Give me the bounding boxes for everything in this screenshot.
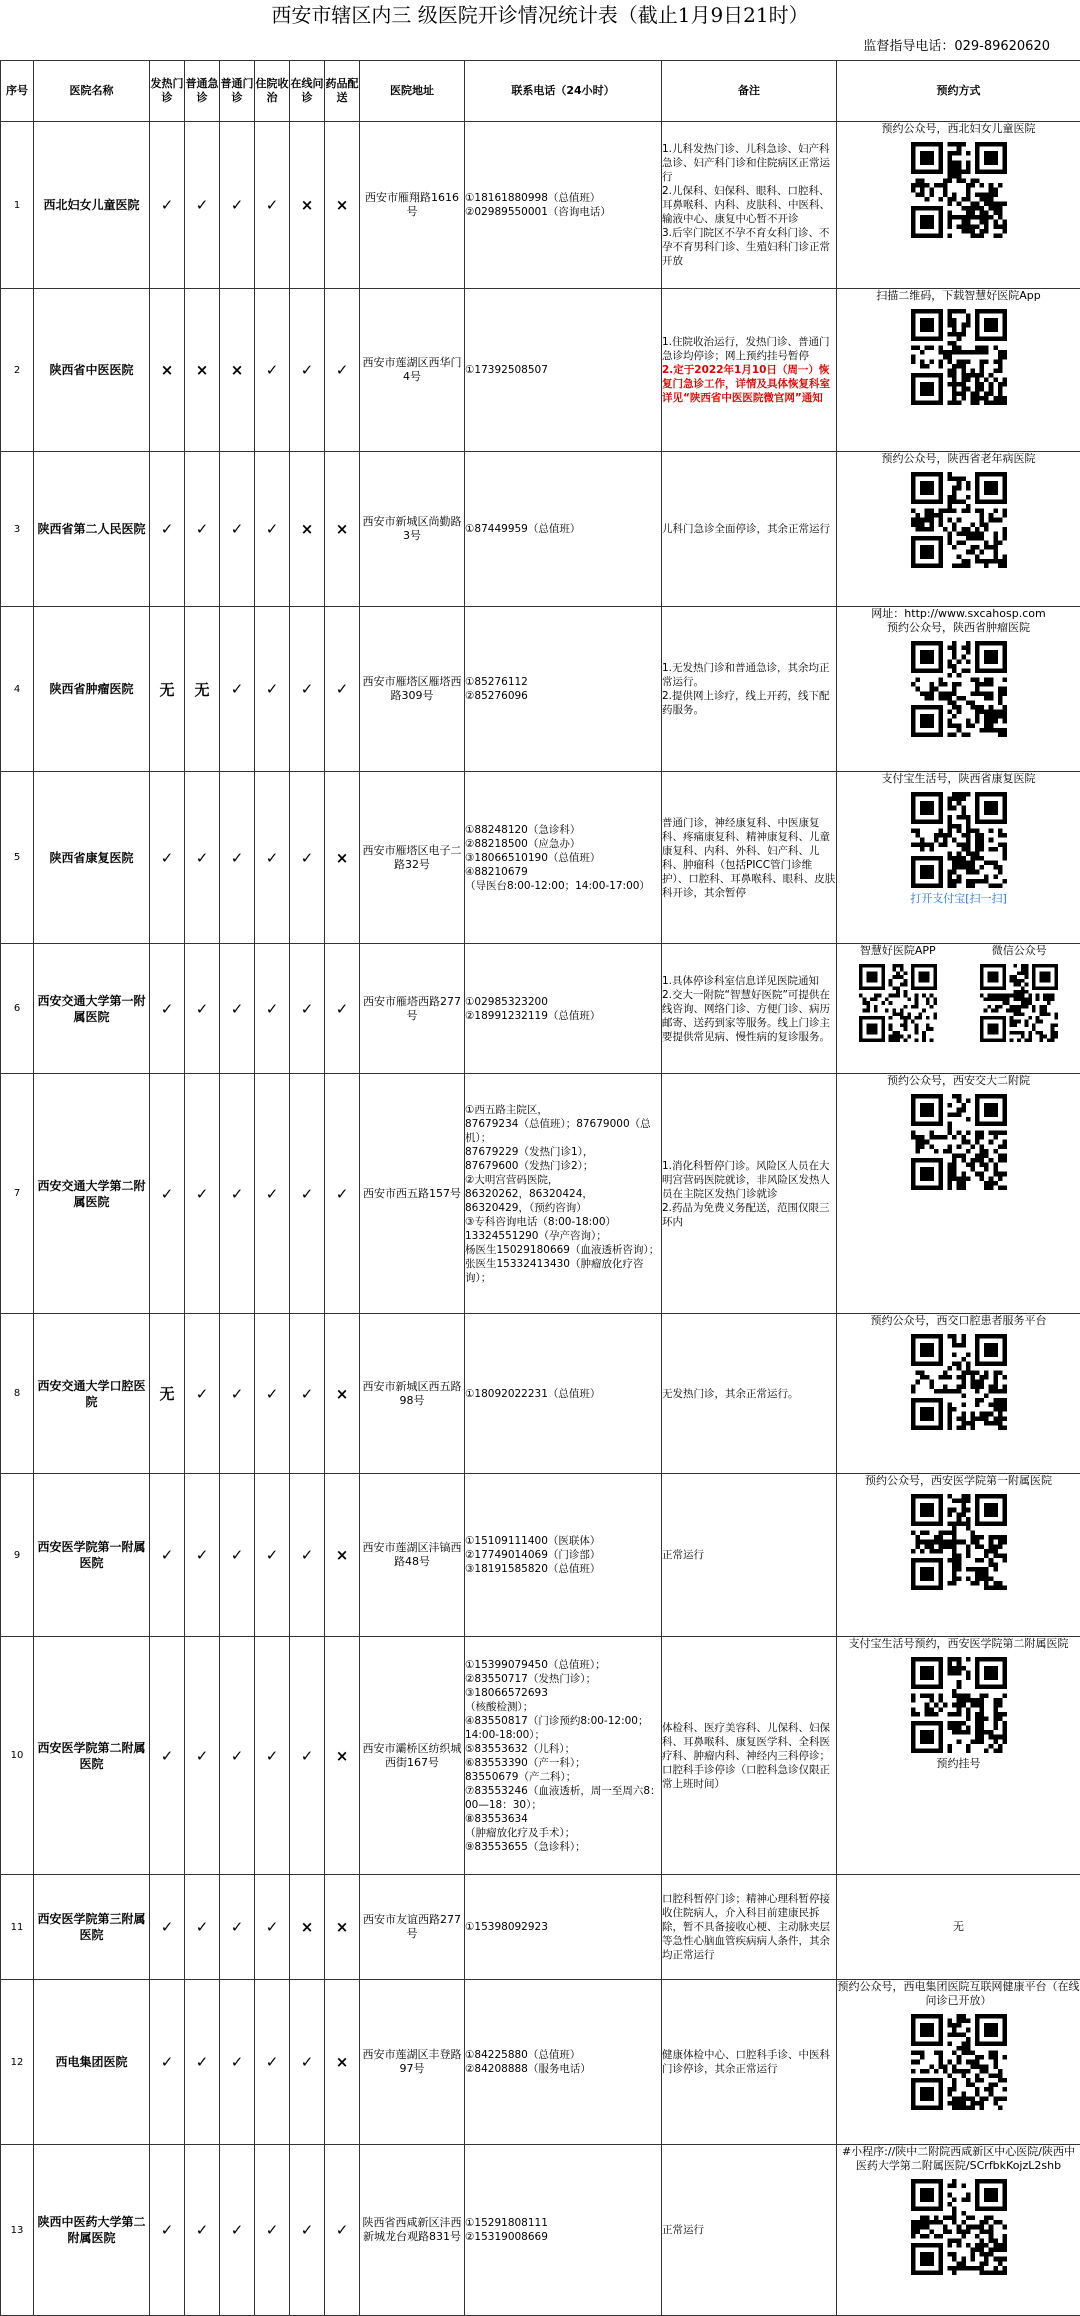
hospital-name: 西安交通大学口腔医院 bbox=[34, 1314, 150, 1474]
status-flag: ✓ bbox=[150, 772, 185, 944]
appointment-cell bbox=[837, 289, 1080, 452]
hospital-name: 西安交通大学第一附属医院 bbox=[34, 944, 150, 1074]
phone-line: ①85276112 bbox=[465, 675, 661, 689]
note-cell bbox=[662, 772, 837, 944]
phone-line: 86320429，（预约咨询） bbox=[465, 1201, 661, 1215]
status-flag: ✓ bbox=[150, 1637, 185, 1875]
qr-code-icon[interactable] bbox=[911, 1494, 1007, 1590]
note-line: 1.儿科发热门诊、儿科急诊、妇产科急诊、妇产科门诊和住院病区正常运行 bbox=[662, 142, 836, 184]
status-flag: ✓ bbox=[325, 2145, 360, 2316]
hospital-address: 西安市雁塔区电子二路32号 bbox=[360, 772, 465, 944]
hospital-name: 陕西中医药大学第二附属医院 bbox=[34, 2145, 150, 2316]
status-flag: ✓ bbox=[255, 452, 290, 607]
appointment-label: 支付宝生活号预约，西安医学院第二附属医院 bbox=[837, 1637, 1080, 1651]
qr-code-icon[interactable] bbox=[911, 792, 1007, 888]
status-flag: ✓ bbox=[150, 1980, 185, 2145]
qr-code-icon[interactable] bbox=[911, 1334, 1007, 1430]
phone-line: 张医生15332413430（肿瘤放化疗咨询）； bbox=[465, 1257, 661, 1285]
note-cell bbox=[662, 1314, 837, 1474]
note-line: 2.儿保科、妇保科、眼科、口腔科、耳鼻喉科、内科、皮肤科、中医科、输液中心、康复中心暂不开诊 bbox=[662, 184, 836, 226]
appointment-label: 网址：http://www.sxcahosp.com bbox=[837, 607, 1080, 621]
phone-line: ①15109111400（医联体） bbox=[465, 1534, 661, 1548]
appointment-cell bbox=[837, 607, 1080, 772]
phone-cell bbox=[465, 1875, 662, 1980]
appointment-cell bbox=[837, 1875, 1080, 1980]
phone-line: ①18092022231（总值班） bbox=[465, 1387, 661, 1401]
qr-code-icon[interactable] bbox=[911, 2179, 1007, 2275]
status-flag: ✓ bbox=[220, 944, 255, 1074]
note-cell bbox=[662, 2145, 837, 2316]
note-line: 体检科、医疗美容科、儿保科、妇保科、耳鼻喉科、康复医学科、全科医疗科、肿瘤内科、神经内三科停诊；口腔科手诊停诊（口腔科急诊仅限正常上班时间） bbox=[662, 1721, 836, 1791]
status-flag: × bbox=[325, 452, 360, 607]
row-number: 11 bbox=[1, 1875, 34, 1980]
appointment-label: 无 bbox=[837, 1920, 1080, 1934]
status-flag: ✓ bbox=[255, 1637, 290, 1875]
hospital-address: 西安市雁塔区雁塔西路309号 bbox=[360, 607, 465, 772]
status-flag: ✓ bbox=[290, 1074, 325, 1314]
status-flag: ✓ bbox=[220, 1074, 255, 1314]
header-num: 序号 bbox=[1, 61, 34, 122]
status-flag: × bbox=[290, 122, 325, 289]
table-row bbox=[1, 1875, 1080, 1980]
table-row bbox=[1, 607, 1080, 772]
status-flag: 无 bbox=[150, 1314, 185, 1474]
status-flag: 无 bbox=[150, 607, 185, 772]
hospital-address: 西安市西五路157号 bbox=[360, 1074, 465, 1314]
status-flag: ✓ bbox=[255, 1980, 290, 2145]
status-flag: × bbox=[325, 1875, 360, 1980]
phone-line: （核酸检测）； bbox=[465, 1700, 661, 1714]
status-flag: ✓ bbox=[185, 1314, 220, 1474]
status-flag: × bbox=[325, 772, 360, 944]
appointment-label: 智慧好医院APP bbox=[859, 944, 937, 958]
hospital-name: 西安医学院第一附属医院 bbox=[34, 1474, 150, 1637]
status-flag: ✓ bbox=[255, 1314, 290, 1474]
status-flag: ✓ bbox=[185, 1474, 220, 1637]
table-row bbox=[1, 289, 1080, 452]
status-flag: ✓ bbox=[255, 1074, 290, 1314]
row-number: 3 bbox=[1, 452, 34, 607]
status-flag: ✓ bbox=[290, 289, 325, 452]
status-flag: × bbox=[185, 289, 220, 452]
status-flag: ✓ bbox=[185, 122, 220, 289]
hospital-address: 西安市友谊西路277号 bbox=[360, 1875, 465, 1980]
note-line: 口腔科暂停门诊；精神心理科暂停接收住院病人，介入科目前建康民拆除，暂不具备接收心梗、主动脉夹层等急性心脑血管疾病病人条件，其余均正常运行 bbox=[662, 1892, 836, 1962]
appointment-label: 预约公众号，西交口腔患者服务平台 bbox=[837, 1314, 1080, 1328]
hospital-address: 西安市新城区尚勤路3号 bbox=[360, 452, 465, 607]
phone-line: ⑥83553390（产一科）； bbox=[465, 1756, 661, 1770]
status-flag: ✓ bbox=[220, 452, 255, 607]
note-line: 3.后宰门院区不孕不育女科门诊、不孕不育男科门诊、生殖妇科门诊正常开放 bbox=[662, 226, 836, 268]
note-line: 2.药品为免费义务配送，范围仅限三环内 bbox=[662, 1201, 836, 1229]
appointment-cell bbox=[837, 1314, 1080, 1474]
row-number: 10 bbox=[1, 1637, 34, 1875]
phone-line: ②84208888（服务电话） bbox=[465, 2062, 661, 2076]
status-flag: ✓ bbox=[220, 1980, 255, 2145]
phone-line: ②02989550001（咨询电话） bbox=[465, 205, 661, 219]
phone-line: ①02985323200 bbox=[465, 995, 661, 1009]
phone-cell bbox=[465, 772, 662, 944]
appointment-label: 预约公众号，西北妇女儿童医院 bbox=[837, 122, 1080, 136]
note-line: 正常运行 bbox=[662, 1548, 836, 1562]
header-name: 医院名称 bbox=[34, 61, 150, 122]
header-delivery: 药品配送 bbox=[325, 61, 360, 122]
note-line: 正常运行 bbox=[662, 2223, 836, 2237]
note-line: 普通门诊，神经康复科、中医康复科、疼痛康复科、精神康复科、儿童康复科、内科、外科、妇产科、儿科、肿瘤科（包括PICC管门诊维护）、口腔科、耳鼻喉科、眼科、皮肤科开诊，其余暂停 bbox=[662, 816, 836, 900]
phone-line: ②大明宫营码医院， bbox=[465, 1173, 661, 1187]
phone-line: ⑧83553634 bbox=[465, 1812, 661, 1826]
status-flag: ✓ bbox=[185, 1980, 220, 2145]
qr-code-icon[interactable] bbox=[911, 309, 1007, 405]
hotline: 监督指导电话：029-89620620 bbox=[0, 38, 1080, 56]
status-flag: ✓ bbox=[185, 1875, 220, 1980]
row-number: 7 bbox=[1, 1074, 34, 1314]
note-line: 无发热门诊，其余正常运行。 bbox=[662, 1387, 836, 1401]
status-flag: ✓ bbox=[185, 944, 220, 1074]
phone-line: ①18161880998（总值班） bbox=[465, 191, 661, 205]
row-number: 2 bbox=[1, 289, 34, 452]
phone-line: ③18066572693 bbox=[465, 1686, 661, 1700]
appointment-cell bbox=[837, 452, 1080, 607]
appointment-label: 预约公众号，陕西省肿瘤医院 bbox=[837, 621, 1080, 635]
header-online: 在线问诊 bbox=[290, 61, 325, 122]
note-cell bbox=[662, 944, 837, 1074]
status-flag: ✓ bbox=[150, 122, 185, 289]
note-line: 1.无发热门诊和普通急诊，其余均正常运行。 bbox=[662, 661, 836, 689]
row-number: 5 bbox=[1, 772, 34, 944]
phone-line: 87679229（发热门诊1）， bbox=[465, 1145, 661, 1159]
note-cell bbox=[662, 1980, 837, 2145]
hospital-name: 西安医学院第三附属医院 bbox=[34, 1875, 150, 1980]
phone-line: ③18191585820（总值班） bbox=[465, 1562, 661, 1576]
status-flag: ✓ bbox=[255, 944, 290, 1074]
note-cell bbox=[662, 122, 837, 289]
phone-cell bbox=[465, 1314, 662, 1474]
table-row bbox=[1, 2145, 1080, 2316]
page-title: 西安市辖区内三 级医院开诊情况统计表（截止1月9日21时） bbox=[0, 0, 1080, 38]
status-flag: × bbox=[150, 289, 185, 452]
phone-cell bbox=[465, 122, 662, 289]
phone-cell bbox=[465, 1980, 662, 2145]
hospital-address: 西安市莲湖区丰登路97号 bbox=[360, 1980, 465, 2145]
note-line: 1.具体停诊科室信息详见医院通知 bbox=[662, 974, 836, 988]
table-row bbox=[1, 122, 1080, 289]
appointment-label: 预约公众号，陕西省老年病医院 bbox=[837, 452, 1080, 466]
status-flag: ✓ bbox=[220, 1314, 255, 1474]
status-flag: ✓ bbox=[325, 289, 360, 452]
status-flag: ✓ bbox=[325, 607, 360, 772]
phone-line: ②15319008669 bbox=[465, 2230, 661, 2244]
phone-line: （肿瘤放化疗及手术）； bbox=[465, 1826, 661, 1840]
note-line: 1.消化科暂停门诊。风险区人员在大明宫营码医院就诊，非风险区发热人员在主院区发热门诊就诊 bbox=[662, 1159, 836, 1201]
status-flag: ✓ bbox=[290, 1637, 325, 1875]
status-flag: ✓ bbox=[255, 2145, 290, 2316]
phone-line: 87679234（总值班）；87679000（总机）； bbox=[465, 1117, 661, 1145]
status-flag: × bbox=[290, 452, 325, 607]
status-flag: ✓ bbox=[290, 2145, 325, 2316]
note-cell bbox=[662, 607, 837, 772]
qr-code-icon[interactable] bbox=[911, 1094, 1007, 1190]
phone-line: ①88248120（急诊科） bbox=[465, 823, 661, 837]
phone-line: ①17392508507 bbox=[465, 363, 661, 377]
table-row bbox=[1, 1637, 1080, 1875]
phone-line: ②83550717（发热门诊）； bbox=[465, 1672, 661, 1686]
phone-line: ②85276096 bbox=[465, 689, 661, 703]
hospital-address: 陕西省西咸新区沣西新城龙台观路831号 bbox=[360, 2145, 465, 2316]
note-cell bbox=[662, 1474, 837, 1637]
header-outpatient: 普通门诊 bbox=[220, 61, 255, 122]
hospital-name: 陕西省第二人民医院 bbox=[34, 452, 150, 607]
phone-cell bbox=[465, 607, 662, 772]
status-flag: ✓ bbox=[185, 2145, 220, 2316]
phone-line: ①84225880（总值班） bbox=[465, 2048, 661, 2062]
status-flag: ✓ bbox=[325, 1074, 360, 1314]
phone-line: ②17749014069（门诊部） bbox=[465, 1548, 661, 1562]
header-emergency: 普通急诊 bbox=[185, 61, 220, 122]
table-row bbox=[1, 944, 1080, 1074]
phone-line: ①15399079450（总值班）； bbox=[465, 1658, 661, 1672]
phone-line: ④83550817（门诊预约8:00-12:00；14:00-18:00）； bbox=[465, 1714, 661, 1742]
row-number: 8 bbox=[1, 1314, 34, 1474]
appointment-cell bbox=[837, 1637, 1080, 1875]
appointment-cell bbox=[837, 944, 1080, 1074]
hospital-table bbox=[0, 60, 1080, 2316]
phone-line: （导医台8:00-12:00；14:00-17:00） bbox=[465, 879, 661, 893]
appointment-cell bbox=[837, 122, 1080, 289]
phone-cell bbox=[465, 2145, 662, 2316]
header-fever: 发热门诊 bbox=[150, 61, 185, 122]
hospital-address: 西安市雁塔西路277号 bbox=[360, 944, 465, 1074]
row-number: 12 bbox=[1, 1980, 34, 2145]
hospital-name: 西安医学院第二附属医院 bbox=[34, 1637, 150, 1875]
qr-code-icon[interactable] bbox=[911, 142, 1007, 238]
appointment-sub: 预约挂号 bbox=[837, 1757, 1080, 1771]
note-line: 健康体检中心、口腔科手诊、中医科门诊停诊，其余正常运行 bbox=[662, 2048, 836, 2076]
hospital-name: 西安交通大学第二附属医院 bbox=[34, 1074, 150, 1314]
appointment-label: #小程序://陕中二附院西咸新区中心医院/陕西中医药大学第二附属医院/SCrfbkKojzL2shb bbox=[837, 2145, 1080, 2173]
table-row bbox=[1, 1474, 1080, 1637]
header-note: 备注 bbox=[662, 61, 837, 122]
qr-code-icon[interactable] bbox=[980, 964, 1058, 1042]
status-flag: × bbox=[220, 289, 255, 452]
status-flag: ✓ bbox=[325, 944, 360, 1074]
phone-line: ①87449959（总值班） bbox=[465, 522, 661, 536]
table-row bbox=[1, 1074, 1080, 1314]
phone-line: ②18991232119（总值班） bbox=[465, 1009, 661, 1023]
appointment-label: 扫描二维码，下载智慧好医院App bbox=[837, 289, 1080, 303]
status-flag: ✓ bbox=[255, 122, 290, 289]
status-flag: ✓ bbox=[255, 1474, 290, 1637]
appointment-label: 预约公众号，西安医学院第一附属医院 bbox=[837, 1474, 1080, 1488]
note-cell bbox=[662, 1875, 837, 1980]
note-line: 1.住院收治运行，发热门诊、普通门急诊均停诊；网上预约挂号暂停 bbox=[662, 335, 836, 363]
status-flag: ✓ bbox=[255, 772, 290, 944]
phone-cell bbox=[465, 1074, 662, 1314]
appointment-cell bbox=[837, 1074, 1080, 1314]
status-flag: ✓ bbox=[220, 2145, 255, 2316]
phone-line: ①15291808111 bbox=[465, 2216, 661, 2230]
status-flag: × bbox=[325, 1474, 360, 1637]
phone-line: ①西五路主院区， bbox=[465, 1103, 661, 1117]
status-flag: ✓ bbox=[290, 944, 325, 1074]
header-appt: 预约方式 bbox=[837, 61, 1080, 122]
header-row bbox=[1, 61, 1080, 122]
hospital-name: 陕西省中医医院 bbox=[34, 289, 150, 452]
phone-line: ①15398092923 bbox=[465, 1920, 661, 1934]
status-flag: × bbox=[290, 1875, 325, 1980]
note-cell bbox=[662, 1074, 837, 1314]
status-flag: ✓ bbox=[185, 1074, 220, 1314]
status-flag: ✓ bbox=[290, 1474, 325, 1637]
status-flag: ✓ bbox=[220, 1637, 255, 1875]
hospital-address: 西安市灞桥区纺织城西街167号 bbox=[360, 1637, 465, 1875]
row-number: 6 bbox=[1, 944, 34, 1074]
qr-code-icon[interactable] bbox=[911, 2014, 1007, 2110]
status-flag: ✓ bbox=[220, 1875, 255, 1980]
phone-line: 83550679（产二科）； bbox=[465, 1770, 661, 1784]
qr-code-icon[interactable] bbox=[859, 964, 937, 1042]
note-cell bbox=[662, 289, 837, 452]
status-flag: × bbox=[325, 122, 360, 289]
status-flag: ✓ bbox=[150, 452, 185, 607]
row-number: 4 bbox=[1, 607, 34, 772]
hospital-address: 西安市新城区西五路98号 bbox=[360, 1314, 465, 1474]
appointment-cell bbox=[837, 1980, 1080, 2145]
phone-line: ⑤83553632（儿科）； bbox=[465, 1742, 661, 1756]
hospital-address: 西安市莲湖区西华门4号 bbox=[360, 289, 465, 452]
status-flag: × bbox=[325, 1980, 360, 2145]
status-flag: ✓ bbox=[150, 1474, 185, 1637]
phone-line: ⑦83553246（血液透析，周一至周六8：00—18：30）； bbox=[465, 1784, 661, 1812]
table-row bbox=[1, 772, 1080, 944]
qr-code-icon[interactable] bbox=[911, 641, 1007, 737]
hospital-address: 西安市莲湖区沣镐西路48号 bbox=[360, 1474, 465, 1637]
status-flag: ✓ bbox=[255, 289, 290, 452]
hospital-name: 陕西省肿瘤医院 bbox=[34, 607, 150, 772]
status-flag: 无 bbox=[185, 607, 220, 772]
phone-line: 86320262，86320424， bbox=[465, 1187, 661, 1201]
note-line: 2.提供网上诊疗，线上开药，线下配药服务。 bbox=[662, 689, 836, 717]
appointment-cell bbox=[837, 1474, 1080, 1637]
header-address: 医院地址 bbox=[360, 61, 465, 122]
hospital-address: 西安市雁翔路1616号 bbox=[360, 122, 465, 289]
hospital-name: 西电集团医院 bbox=[34, 1980, 150, 2145]
note-line: 儿科门急诊全面停诊，其余正常运行 bbox=[662, 522, 836, 536]
row-number: 1 bbox=[1, 122, 34, 289]
note-line: 2.交大一附院“智慧好医院”可提供在线咨询、网络门诊、方便门诊、病历邮寄、送药到家等服务。线上门诊主要提供常见病、慢性病的复诊服务。 bbox=[662, 988, 836, 1044]
status-flag: ✓ bbox=[150, 2145, 185, 2316]
status-flag: ✓ bbox=[220, 607, 255, 772]
status-flag: ✓ bbox=[220, 122, 255, 289]
status-flag: ✓ bbox=[220, 1474, 255, 1637]
appointment-label: 预约公众号，西安交大二附院 bbox=[837, 1074, 1080, 1088]
status-flag: × bbox=[325, 1637, 360, 1875]
appointment-label: 预约公众号，西电集团医院互联网健康平台（在线问诊已开放） bbox=[837, 1980, 1080, 2008]
qr-code-icon[interactable] bbox=[911, 472, 1007, 568]
phone-line: 87679600（发热门诊2）； bbox=[465, 1159, 661, 1173]
appointment-label: 微信公众号 bbox=[980, 944, 1058, 958]
status-flag: ✓ bbox=[290, 772, 325, 944]
phone-cell bbox=[465, 452, 662, 607]
phone-line: 杨医生15029180669（血液透析咨询）； bbox=[465, 1243, 661, 1257]
phone-line: ④88210679 bbox=[465, 865, 661, 879]
status-flag: ✓ bbox=[290, 1980, 325, 2145]
status-flag: × bbox=[325, 1314, 360, 1474]
phone-line: ②88218500（应急办） bbox=[465, 837, 661, 851]
hospital-name: 西北妇女儿童医院 bbox=[34, 122, 150, 289]
alipay-scan-link[interactable]: 打开支付宝[扫一扫] bbox=[837, 892, 1080, 906]
status-flag: ✓ bbox=[150, 1875, 185, 1980]
phone-line: ③专科咨询电话（8:00-18:00） bbox=[465, 1215, 661, 1229]
phone-cell bbox=[465, 1637, 662, 1875]
status-flag: ✓ bbox=[185, 452, 220, 607]
status-flag: ✓ bbox=[290, 607, 325, 772]
appointment-label: 支付宝生活号，陕西省康复医院 bbox=[837, 772, 1080, 786]
row-number: 13 bbox=[1, 2145, 34, 2316]
status-flag: ✓ bbox=[150, 944, 185, 1074]
phone-line: ③18066510190（总值班） bbox=[465, 851, 661, 865]
status-flag: ✓ bbox=[255, 1875, 290, 1980]
table-row bbox=[1, 452, 1080, 607]
header-inpatient: 住院收治 bbox=[255, 61, 290, 122]
appointment-cell bbox=[837, 772, 1080, 944]
appointment-cell bbox=[837, 2145, 1080, 2316]
phone-line: 13324551290（孕产咨询）； bbox=[465, 1229, 661, 1243]
status-flag: ✓ bbox=[185, 772, 220, 944]
status-flag: ✓ bbox=[220, 772, 255, 944]
table-row bbox=[1, 1314, 1080, 1474]
hospital-name: 陕西省康复医院 bbox=[34, 772, 150, 944]
row-number: 9 bbox=[1, 1474, 34, 1637]
phone-cell bbox=[465, 1474, 662, 1637]
phone-line: ⑨83553655（急诊科）； bbox=[465, 1840, 661, 1854]
status-flag: ✓ bbox=[290, 1314, 325, 1474]
phone-cell bbox=[465, 289, 662, 452]
header-phone: 联系电话（24小时） bbox=[465, 61, 662, 122]
phone-cell bbox=[465, 944, 662, 1074]
qr-code-icon[interactable] bbox=[911, 1657, 1007, 1753]
table-row bbox=[1, 1980, 1080, 2145]
note-cell bbox=[662, 452, 837, 607]
status-flag: ✓ bbox=[255, 607, 290, 772]
note-cell bbox=[662, 1637, 837, 1875]
status-flag: ✓ bbox=[185, 1637, 220, 1875]
note-highlight: 2.定于2022年1月10日（周一）恢复门急诊工作，详情及具体恢复科室详见“陕西省中医医院微官网”通知 bbox=[662, 363, 836, 405]
status-flag: ✓ bbox=[150, 1074, 185, 1314]
